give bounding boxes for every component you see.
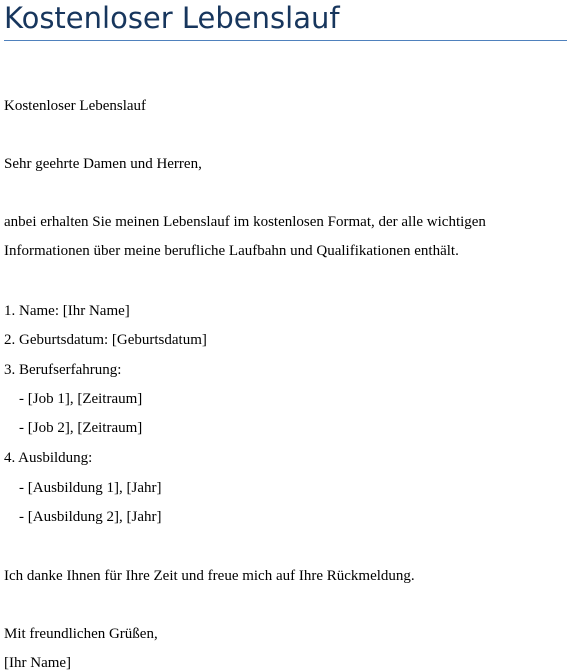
list-subitem-education-1: - [Ausbildung 1], [Jahr] [19,480,162,496]
list-item-education: 4. Ausbildung: [4,450,93,466]
list-subitem-job-1: - [Job 1], [Zeitraum] [19,391,143,407]
document-heading: Kostenloser Lebenslauf [4,1,340,35]
intro-line-2: Informationen über meine berufliche Laufbahn und Qualifikationen enthält. [4,243,459,259]
signature-name: [Ihr Name] [4,655,72,671]
list-subitem-education-2: - [Ausbildung 2], [Jahr] [19,509,162,525]
list-subitem-job-2: - [Job 2], [Zeitraum] [19,420,143,436]
list-item-experience: 3. Berufserfahrung: [4,362,122,378]
thanks-line: Ich danke Ihnen für Ihre Zeit und freue mich auf Ihre Rückmeldung. [4,568,415,584]
subject-line: Kostenloser Lebenslauf [4,98,147,114]
heading-underline [4,40,567,41]
closing-line: Mit freundlichen Grüßen, [4,626,158,642]
salutation: Sehr geehrte Damen und Herren, [4,156,202,172]
list-item-name: 1. Name: [Ihr Name] [4,303,130,319]
list-item-birthdate: 2. Geburtsdatum: [Geburtsdatum] [4,332,207,348]
intro-line-1: anbei erhalten Sie meinen Lebenslauf im kostenlosen Format, der alle wichtigen [4,214,486,230]
